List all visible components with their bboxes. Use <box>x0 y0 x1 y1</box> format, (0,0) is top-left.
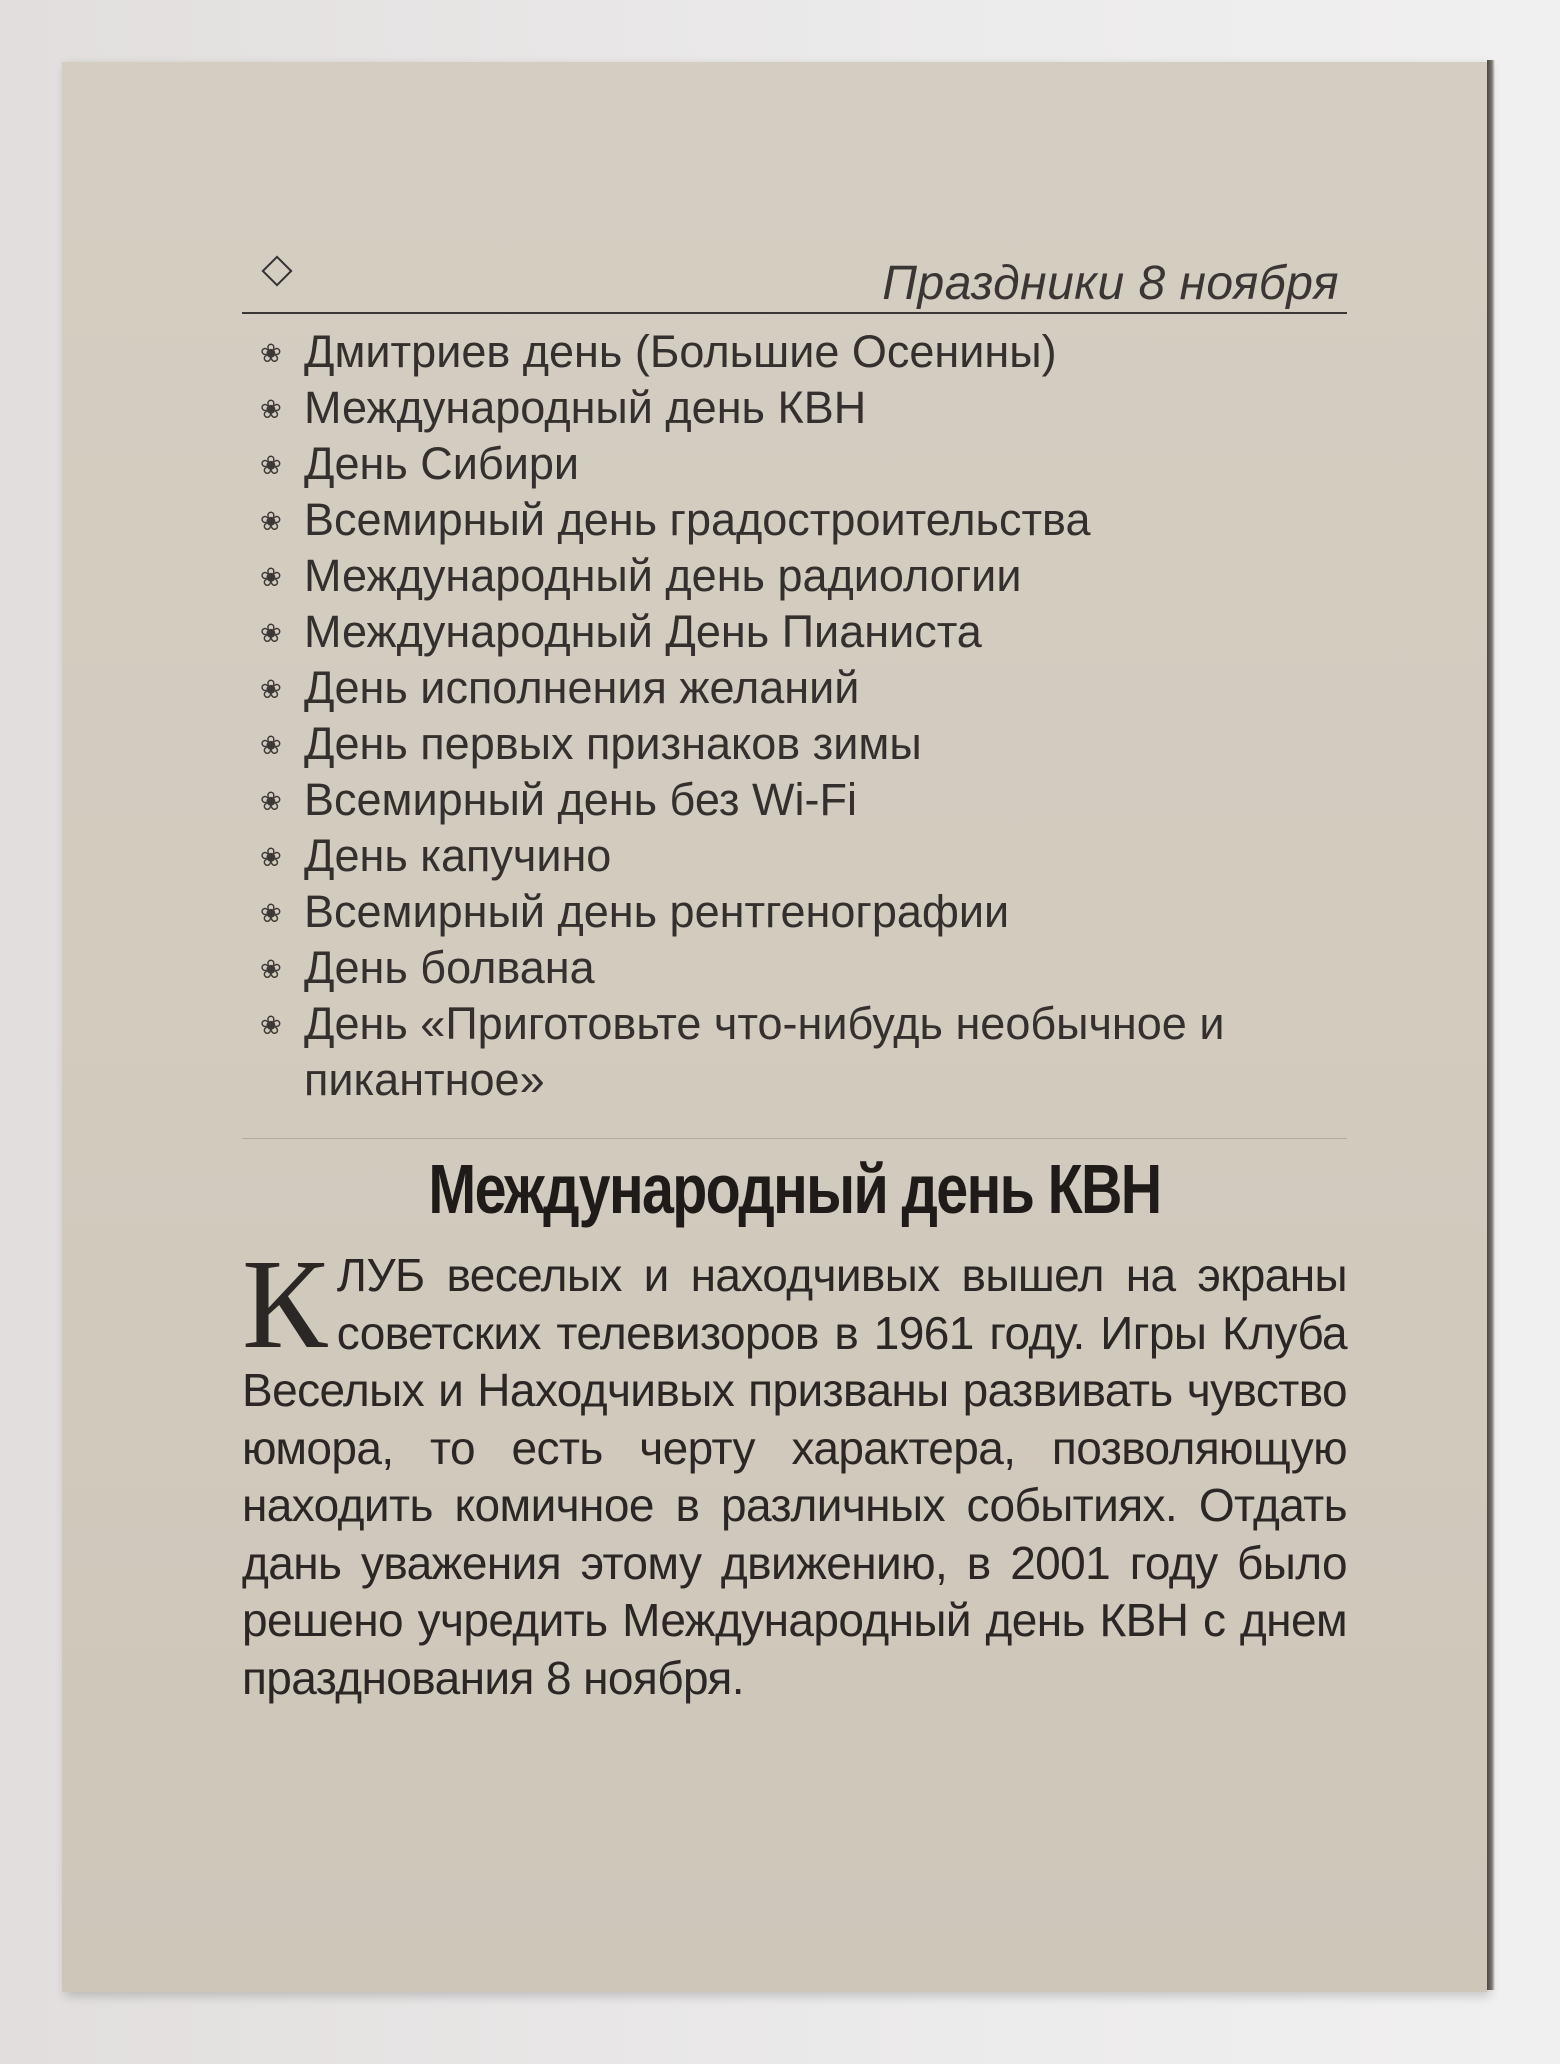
holiday-label: Дмитриев день (Большие Осенины) <box>304 326 1057 377</box>
list-item <box>242 604 1347 660</box>
list-item <box>242 996 1347 1108</box>
flower-bullet-icon: ❀ <box>260 618 282 648</box>
holiday-label: Международный день радиологии <box>304 550 1022 601</box>
list-item <box>242 716 1347 772</box>
flower-bullet-icon: ❀ <box>260 394 282 424</box>
flower-bullet-icon: ❀ <box>260 674 282 704</box>
holiday-label: Международный день КВН <box>304 382 867 433</box>
clipping-edge-shadow <box>1487 60 1495 1990</box>
holiday-label: Всемирный день градостроительства <box>304 494 1091 545</box>
diamond-icon <box>261 255 292 286</box>
divider <box>242 1138 1347 1139</box>
flower-bullet-icon: ❀ <box>260 1010 282 1040</box>
list-item <box>242 548 1347 604</box>
list-item <box>242 380 1347 436</box>
list-item <box>242 324 1347 380</box>
flower-bullet-icon: ❀ <box>260 954 282 984</box>
holiday-label: День Сибири <box>304 438 580 489</box>
section-header <box>242 240 1347 314</box>
flower-bullet-icon: ❀ <box>260 506 282 536</box>
flower-bullet-icon: ❀ <box>260 338 282 368</box>
holiday-label: День болвана <box>304 942 595 993</box>
list-item <box>242 828 1347 884</box>
holiday-label: Всемирный день рентгенографии <box>304 886 1010 937</box>
holiday-label: День первых признаков зимы <box>304 718 922 769</box>
holiday-label: День «Приготовьте что-нибудь необычное и пикантное» <box>304 998 1225 1105</box>
holiday-label: День исполнения желаний <box>304 662 860 713</box>
flower-bullet-icon: ❀ <box>260 898 282 928</box>
flower-bullet-icon: ❀ <box>260 842 282 872</box>
list-item <box>242 772 1347 828</box>
list-item <box>242 884 1347 940</box>
clipping-content <box>242 240 1347 1707</box>
holiday-label: День капучино <box>304 830 612 881</box>
list-item <box>242 436 1347 492</box>
article-text: ЛУБ веселых и находчивых вышел на экраны советских телевизоров в 1961 году. Игры Клуба Веселых и Находчивых призваны развивать чувство юмора, то есть черту характера, позволяющую находить комичное в различных событиях. Отдать дань уважения этому движению, в 2001 году было решено учредить Международный день КВН с днем празднования 8 ноября. <box>242 1249 1347 1704</box>
section-title: Праздники 8 ноября <box>882 257 1339 310</box>
list-item <box>242 492 1347 548</box>
list-item <box>242 660 1347 716</box>
holiday-label: Всемирный день без Wi-Fi <box>304 774 857 825</box>
list-item <box>242 940 1347 996</box>
flower-bullet-icon: ❀ <box>260 786 282 816</box>
article-title: Международный день КВН <box>428 1150 1161 1228</box>
holiday-label: Международный День Пианиста <box>304 606 982 657</box>
flower-bullet-icon: ❀ <box>260 730 282 760</box>
flower-bullet-icon: ❀ <box>260 562 282 592</box>
flower-bullet-icon: ❀ <box>260 450 282 480</box>
dropcap-letter: К <box>242 1233 327 1375</box>
holiday-list <box>242 324 1347 1108</box>
article-body <box>242 1233 1347 1707</box>
